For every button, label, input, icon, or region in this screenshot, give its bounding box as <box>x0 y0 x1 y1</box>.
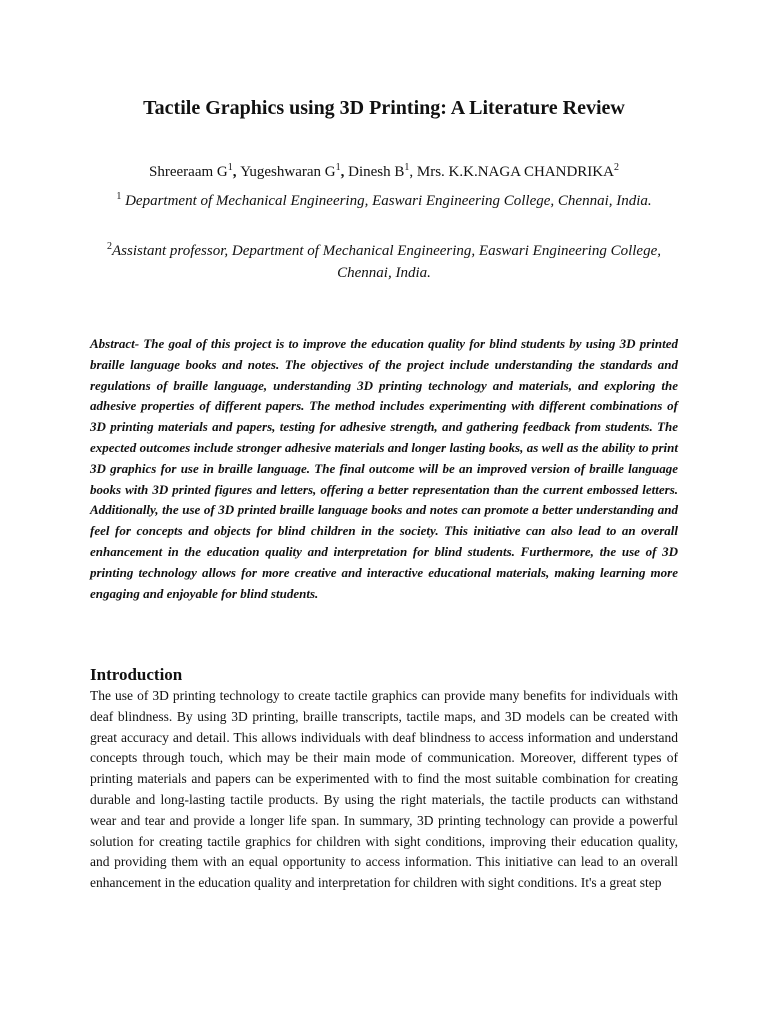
section-heading-introduction: Introduction <box>90 665 183 684</box>
abstract: Abstract- The goal of this project is to improve the education quality for blind students by using 3D printed braille language books and notes. The objectives of the project include understanding the standards and regulations of braille language, understanding 3D printing technology and materials, and exploring the adhesive properties of different papers. The method includes experimenting with different combinations of 3D printing materials and papers, testing for adhesive strength, and gathering feedback from students. The expected outcomes include stronger adhesive materials and longer lasting books, as well as the ability to print 3D graphics for use in braille language. The final outcome will be an improved version of braille language books with 3D printed figures and letters, offering a better representation than the current embossed letters. Additionally, the use of 3D printed braille language books and notes can promote a better understanding and feel for concepts and objects for blind children in the society. This initiative can also lead to an overall enhancement in the education quality and interpretation for blind students. Furthermore, the use of 3D printing technology allows for more creative and interactive educational materials, making learning more engaging and enjoyable for blind students. <box>90 336 678 601</box>
author-name: Shreeraam G <box>149 164 228 180</box>
author-affiliation-marker: 1 <box>404 162 410 173</box>
author-affiliation-marker: 1 <box>335 162 341 173</box>
author-affiliation-marker: 2 <box>613 162 619 173</box>
paper-title: Tactile Graphics using 3D Printing: A Literature Review <box>143 97 625 119</box>
author-list <box>0 160 768 184</box>
affiliation-2 <box>90 240 678 284</box>
affiliation-text: Department of Mechanical Engineering, Easwari Engineering College, Chennai, India. <box>125 193 652 209</box>
author-name: Mrs. K.K.NAGA CHANDRIKA <box>416 164 614 180</box>
affiliation-1 <box>90 190 678 212</box>
affiliation-text: Assistant professor, Department of Mechanical Engineering, Easwari Engineering College, Chennai, India. <box>112 243 661 281</box>
author-separator: , <box>340 164 349 180</box>
introduction-paragraph: The use of 3D printing technology to create tactile graphics can provide many benefits for individuals with deaf blindness. By using 3D printing, braille transcripts, tactile maps, and 3D models can be created with great accuracy and detail. This allows individuals with deaf blindness to access information and understand concepts through touch, which may be their main mode of communication. Moreover, different types of printing materials and papers can be experimented with to find the most suitable combination for creating durable and long-lasting tactile products. By using the right materials, the tactile products can withstand wear and tear and provide a longer life span. In summary, 3D printing technology can provide a powerful solution for creating tactile graphics for children with sight conditions, improving their education quality, and providing them with an equal opportunity to access information. This initiative can lead to an overall enhancement in the education quality and interpretation for children with sight conditions. It's a great step <box>90 688 678 891</box>
author-affiliation-marker: 1 <box>227 162 233 173</box>
author-separator: , <box>409 164 417 180</box>
author-separator: , <box>232 164 241 180</box>
affiliation-marker: 2 <box>107 241 112 252</box>
affiliation-marker: 1 <box>116 191 122 202</box>
author-name: Dinesh B <box>348 164 405 180</box>
author-name: Yugeshwaran G <box>240 164 336 180</box>
